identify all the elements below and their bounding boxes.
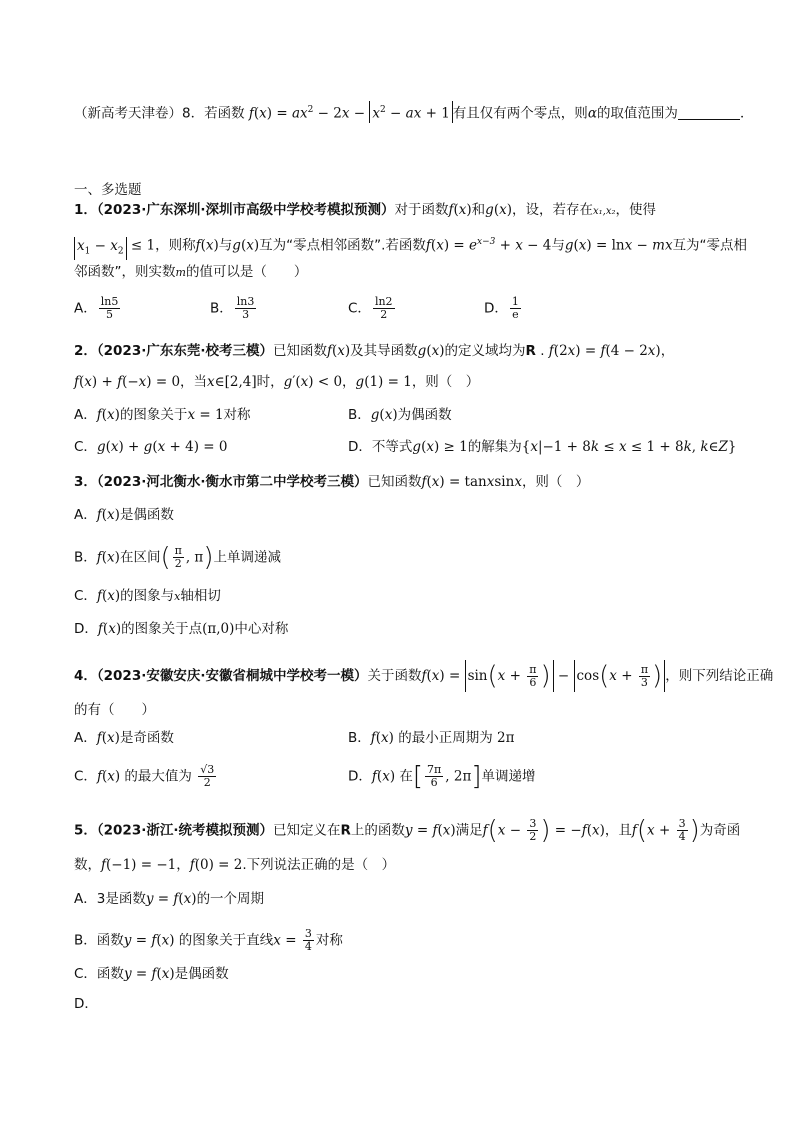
q4-options-row2 xyxy=(74,761,714,800)
q1-line2: $x_1 - x_2 \le 1$，则称f(x)与g(x)互为“零点相邻函数”.若函数$f(x) = e^{x-3} + x - 4$与g(x) = lnx − mx互为“零点相 xyxy=(74,232,747,260)
q2-option-a[interactable]: A．f(x)的图象关于x = 1对称 xyxy=(74,407,251,423)
q5-option-d[interactable]: D． xyxy=(74,996,98,1012)
q3-option-b[interactable]: B．f(x)在区间( $\frac{\pi}{2}$ , π)上单调递减 xyxy=(74,542,281,573)
q5-line2: 数，f(−1) = −1，f(0) = 2.下列说法正确的是（ ） xyxy=(74,857,396,873)
top-problem-var: α xyxy=(587,105,597,122)
q4-option-b[interactable]: B．f(x) 的最小正周期为 2π xyxy=(348,730,515,746)
q4-option-a[interactable]: A．f(x)是奇函数 xyxy=(74,730,174,746)
q1-option-d[interactable]: D． $\frac{1}{e}$ xyxy=(484,295,519,321)
answer-blank[interactable] xyxy=(678,105,740,120)
q4-option-d[interactable]: D．f(x) 在[ $\frac{7\pi}{6}$ , 2π]单调递增 xyxy=(348,761,536,792)
q5-line1: 5．（2023·浙江·统考模拟预测）已知定义在R上的函数y = f(x)满足f(x − $\frac{3}{2}$ ) = −f(x)，且f(x + $\frac{3}{4}$ )为奇函 xyxy=(74,815,741,846)
q5-option-b[interactable]: B．函数y = f(x) 的图象关于直线x = $\frac{3}{4}$ 对称 xyxy=(74,927,343,953)
q3-option-c[interactable]: C．f(x)的图象与x轴相切 xyxy=(74,588,221,604)
q4-option-c[interactable]: C．f(x) 的最大值为 $\frac{√3}{2}$ xyxy=(74,763,215,789)
section-title: 一、多选题 xyxy=(74,182,142,198)
q2-option-c[interactable]: C．g(x) + g(x + 4) = 0 xyxy=(74,439,228,455)
q1-line3: 邻函数”，则实数m的值可以是（ ） xyxy=(74,264,308,280)
q3-line1: 3．（2023·河北衡水·衡水市第二中学校考三模）已知函数f(x) = tanxsinx，则（ ） xyxy=(74,474,590,490)
q3-option-d[interactable]: D．f(x)的图象关于点(π,0)中心对称 xyxy=(74,621,289,637)
q1-line1: 1．（2023·广东深圳·深圳市高级中学校考模拟预测）对于函数f(x)和g(x)，设，若存在x₁,x₂，使得 xyxy=(74,202,656,218)
q4-line2: 的有（ ） xyxy=(74,702,155,718)
q5-option-a[interactable]: A．3是函数y = f(x)的一个周期 xyxy=(74,891,265,907)
q2-option-b[interactable]: B．g(x)为偶函数 xyxy=(348,407,452,423)
top-problem-formula: f xyxy=(248,105,254,122)
top-problem-suffix: 有且仅有两个零点，则 xyxy=(452,105,588,122)
q2-option-d[interactable]: D．不等式g(x) ≥ 1的解集为{x|−1 + 8k ≤ x ≤ 1 + 8k, k∈Z} xyxy=(348,439,737,455)
top-problem-suffix2: 的取值范围为 xyxy=(596,105,678,122)
q3-option-a[interactable]: A．f(x)是偶函数 xyxy=(74,507,174,523)
q4-line1: 4．（2023·安徽安庆·安徽省桐城中学校考一模）关于函数f(x) = sin(x + $\frac{\pi}{6}$ ) − cos(x + $\frac{\pi}{3}$ ) ，则下列结论正确 xyxy=(74,661,774,691)
q2-line2: f(x) + f(−x) = 0，当x∈[2,4]时，g′(x) < 0，g(1) = 1，则（ ） xyxy=(74,374,480,390)
q1-option-b[interactable]: B． $\frac{\ln 3}{3}$ xyxy=(210,295,255,321)
top-problem: （新高考天津卷）8．若函数 $f(x) = ax^2 - 2x - x^2$ − ax + 1 有且仅有两个零点，则α的取值范围为 ． xyxy=(74,100,753,124)
q1-option-a[interactable]: A． $\frac{\ln 5}{5}$ xyxy=(74,295,119,321)
q2-line1: 2．（2023·广东东莞·校考三模）已知函数f(x)及其导函数g(x)的定义域均为R . f(2x) = f(4 − 2x)， xyxy=(74,343,675,359)
q5-option-c[interactable]: C．函数y = f(x)是偶函数 xyxy=(74,966,229,982)
top-problem-prefix: （新高考天津卷）8．若函数 xyxy=(74,105,245,122)
q1-option-c[interactable]: C． $\frac{\ln 2}{2}$ xyxy=(348,295,393,321)
